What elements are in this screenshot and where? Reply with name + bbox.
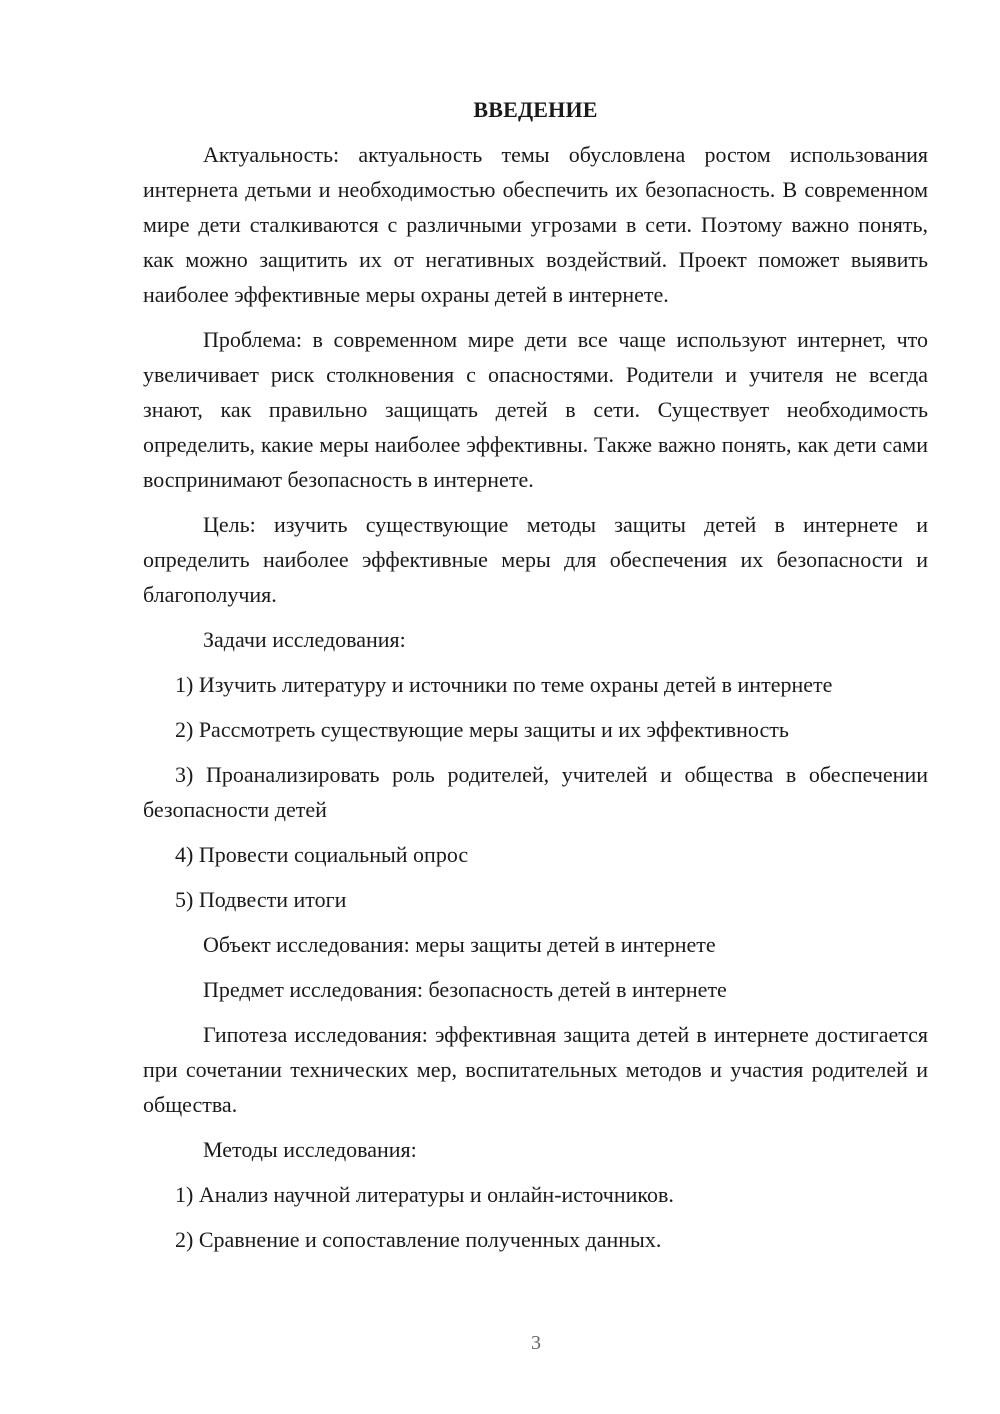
method-item: 2) Сравнение и сопоставление полученных данных. bbox=[175, 1227, 662, 1252]
task-item: 1) Изучить литературу и источники по теме охраны детей в интернете bbox=[175, 672, 833, 697]
subject-paragraph: Предмет исследования: безопасность детей в интернете bbox=[203, 977, 727, 1002]
relevance-paragraph: Актуальность: актуальность темы обусловлена ростом использования интернета детьми и необходимостью обеспечить их безопасность. В современном мире дети сталкиваются с различными угрозами в сети. Поэтому важно понять, как можно защитить их от негативных воздействий. Проект поможет выявить наиболее эффективные меры охраны детей в интернете. bbox=[143, 142, 928, 307]
task-item: 4) Провести социальный опрос bbox=[175, 842, 469, 867]
problem-paragraph: Проблема: в современном мире дети все чаще используют интернет, что увеличивает риск столкновения с опасностями. Родители и учителя не всегда знают, как правильно защищать детей в сети. Существует необходимость определить, какие меры наиболее эффективны. Также важно понять, как дети сами воспринимают безопасность в интернете. bbox=[143, 327, 928, 492]
method-item: 1) Анализ научной литературы и онлайн-источников. bbox=[175, 1182, 674, 1207]
page-number: 3 bbox=[531, 1332, 541, 1354]
task-item: 5) Подвести итоги bbox=[175, 887, 347, 912]
goal-paragraph: Цель: изучить существующие методы защиты детей в интернете и определить наиболее эффективные меры для обеспечения их безопасности и благополучия. bbox=[143, 512, 928, 607]
task-item: 3) Проанализировать роль родителей, учителей и общества в обеспечении безопасности детей bbox=[143, 762, 928, 822]
section-title: ВВЕДЕНИЕ bbox=[473, 97, 598, 122]
object-paragraph: Объект исследования: меры защиты детей в интернете bbox=[203, 932, 716, 957]
hypothesis-paragraph: Гипотеза исследования: эффективная защита детей в интернете достигается при сочетании технических мер, воспитательных методов и участия родителей и общества. bbox=[143, 1022, 928, 1117]
task-item: 2) Рассмотреть существующие меры защиты и их эффективность bbox=[175, 717, 789, 742]
methods-heading: Методы исследования: bbox=[203, 1137, 417, 1162]
tasks-heading: Задачи исследования: bbox=[203, 627, 406, 652]
document-page bbox=[143, 92, 928, 1267]
